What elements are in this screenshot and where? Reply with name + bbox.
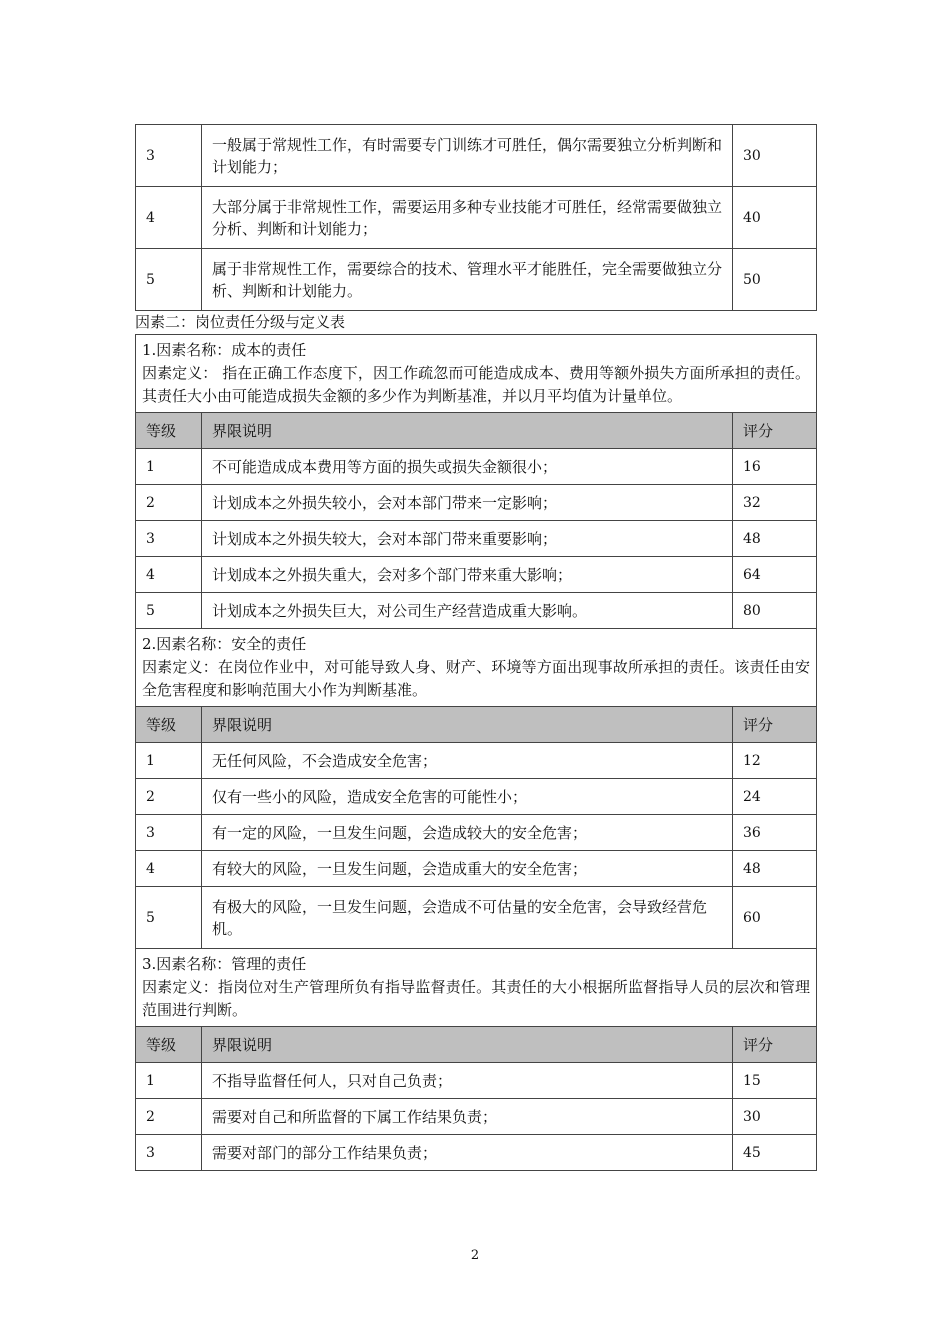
table-row <box>136 1063 817 1099</box>
level-cell: 2 <box>136 779 202 815</box>
table-row <box>136 815 817 851</box>
factor-name: 2.因素名称：安全的责任 <box>142 635 307 653</box>
description-cell: 计划成本之外损失巨大，对公司生产经营造成重大影响。 <box>202 593 733 629</box>
level-cell: 5 <box>136 249 202 311</box>
score-cell: 36 <box>733 815 817 851</box>
description-cell: 一般属于常规性工作，有时需要专门训练才可胜任，偶尔需要独立分析判断和计划能力； <box>202 125 733 187</box>
score-cell: 30 <box>733 125 817 187</box>
level-cell: 3 <box>136 521 202 557</box>
level-cell: 1 <box>136 1063 202 1099</box>
header-description: 界限说明 <box>202 1027 733 1063</box>
top-table <box>135 124 817 311</box>
description-cell: 有较大的风险，一旦发生问题，会造成重大的安全危害； <box>202 851 733 887</box>
table-row <box>136 449 817 485</box>
factor-definition: 因素定义：指岗位对生产管理所负有指导监督责任。其责任的大小根据所监督指导人员的层次和管理范围进行判断。 <box>142 978 811 1019</box>
factor-definition: 因素定义： 指在正确工作态度下，因工作疏忽而可能造成成本、费用等额外损失方面所承担的责任。其责任大小由可能造成损失金额的多少作为判断基准，并以月平均值为计量单位。 <box>142 364 811 405</box>
score-cell: 64 <box>733 557 817 593</box>
header-level: 等级 <box>136 413 202 449</box>
table-row <box>136 743 817 779</box>
header-level: 等级 <box>136 707 202 743</box>
header-row <box>136 1027 817 1063</box>
score-cell: 16 <box>733 449 817 485</box>
table-caption: 因素二：岗位责任分级与定义表 <box>135 313 346 331</box>
description-cell: 需要对自己和所监督的下属工作结果负责； <box>202 1099 733 1135</box>
level-cell: 5 <box>136 887 202 949</box>
responsibility-table <box>135 334 817 1171</box>
table-row <box>136 557 817 593</box>
description-cell: 计划成本之外损失较小，会对本部门带来一定影响； <box>202 485 733 521</box>
score-cell: 15 <box>733 1063 817 1099</box>
factor-intro <box>136 629 817 707</box>
description-cell: 有极大的风险，一旦发生问题，会造成不可估量的安全危害，会导致经营危机。 <box>202 887 733 949</box>
description-cell: 属于非常规性工作，需要综合的技术、管理水平才能胜任，完全需要做独立分析、判断和计划能力。 <box>202 249 733 311</box>
score-cell: 45 <box>733 1135 817 1171</box>
level-cell: 2 <box>136 485 202 521</box>
header-score: 评分 <box>733 413 817 449</box>
factor-intro-row <box>136 335 817 413</box>
description-cell: 不可能造成成本费用等方面的损失或损失金额很小； <box>202 449 733 485</box>
table-row <box>136 779 817 815</box>
factor-intro-row <box>136 949 817 1027</box>
description-cell: 计划成本之外损失较大，会对本部门带来重要影响； <box>202 521 733 557</box>
factor-intro <box>136 949 817 1027</box>
level-cell: 4 <box>136 557 202 593</box>
level-cell: 3 <box>136 125 202 187</box>
description-cell: 大部分属于非常规性工作，需要运用多种专业技能才可胜任，经常需要做独立分析、判断和计划能力； <box>202 187 733 249</box>
table-row <box>136 851 817 887</box>
level-cell: 5 <box>136 593 202 629</box>
level-cell: 3 <box>136 1135 202 1171</box>
score-cell: 32 <box>733 485 817 521</box>
header-description: 界限说明 <box>202 413 733 449</box>
header-level: 等级 <box>136 1027 202 1063</box>
table-row <box>136 1099 817 1135</box>
factor-intro-row <box>136 629 817 707</box>
level-cell: 3 <box>136 815 202 851</box>
table-row <box>136 521 817 557</box>
table-row <box>136 125 817 187</box>
table-row <box>136 1135 817 1171</box>
description-cell: 仅有一些小的风险，造成安全危害的可能性小； <box>202 779 733 815</box>
factor-name: 1.因素名称：成本的责任 <box>142 341 307 359</box>
description-cell: 不指导监督任何人，只对自己负责； <box>202 1063 733 1099</box>
description-cell: 需要对部门的部分工作结果负责； <box>202 1135 733 1171</box>
score-cell: 40 <box>733 187 817 249</box>
score-cell: 30 <box>733 1099 817 1135</box>
score-cell: 60 <box>733 887 817 949</box>
header-description: 界限说明 <box>202 707 733 743</box>
header-row <box>136 707 817 743</box>
table-row <box>136 249 817 311</box>
document-body <box>135 124 816 1171</box>
header-row <box>136 413 817 449</box>
score-cell: 48 <box>733 521 817 557</box>
score-cell: 12 <box>733 743 817 779</box>
score-cell: 50 <box>733 249 817 311</box>
level-cell: 1 <box>136 743 202 779</box>
factor-definition: 因素定义：在岗位作业中，对可能导致人身、财产、环境等方面出现事故所承担的责任。该责任由安全危害程度和影响范围大小作为判断基准。 <box>142 658 811 699</box>
factor-name: 3.因素名称：管理的责任 <box>142 955 307 973</box>
page-number: 2 <box>470 1248 480 1263</box>
description-cell: 计划成本之外损失重大，会对多个部门带来重大影响； <box>202 557 733 593</box>
score-cell: 80 <box>733 593 817 629</box>
description-cell: 有一定的风险，一旦发生问题，会造成较大的安全危害； <box>202 815 733 851</box>
level-cell: 2 <box>136 1099 202 1135</box>
table-row <box>136 187 817 249</box>
description-cell: 无任何风险，不会造成安全危害； <box>202 743 733 779</box>
score-cell: 48 <box>733 851 817 887</box>
level-cell: 4 <box>136 851 202 887</box>
score-cell: 24 <box>733 779 817 815</box>
level-cell: 1 <box>136 449 202 485</box>
level-cell: 4 <box>136 187 202 249</box>
table-row <box>136 887 817 949</box>
factor-intro <box>136 335 817 413</box>
header-score: 评分 <box>733 707 817 743</box>
table-row <box>136 485 817 521</box>
table-row <box>136 593 817 629</box>
header-score: 评分 <box>733 1027 817 1063</box>
